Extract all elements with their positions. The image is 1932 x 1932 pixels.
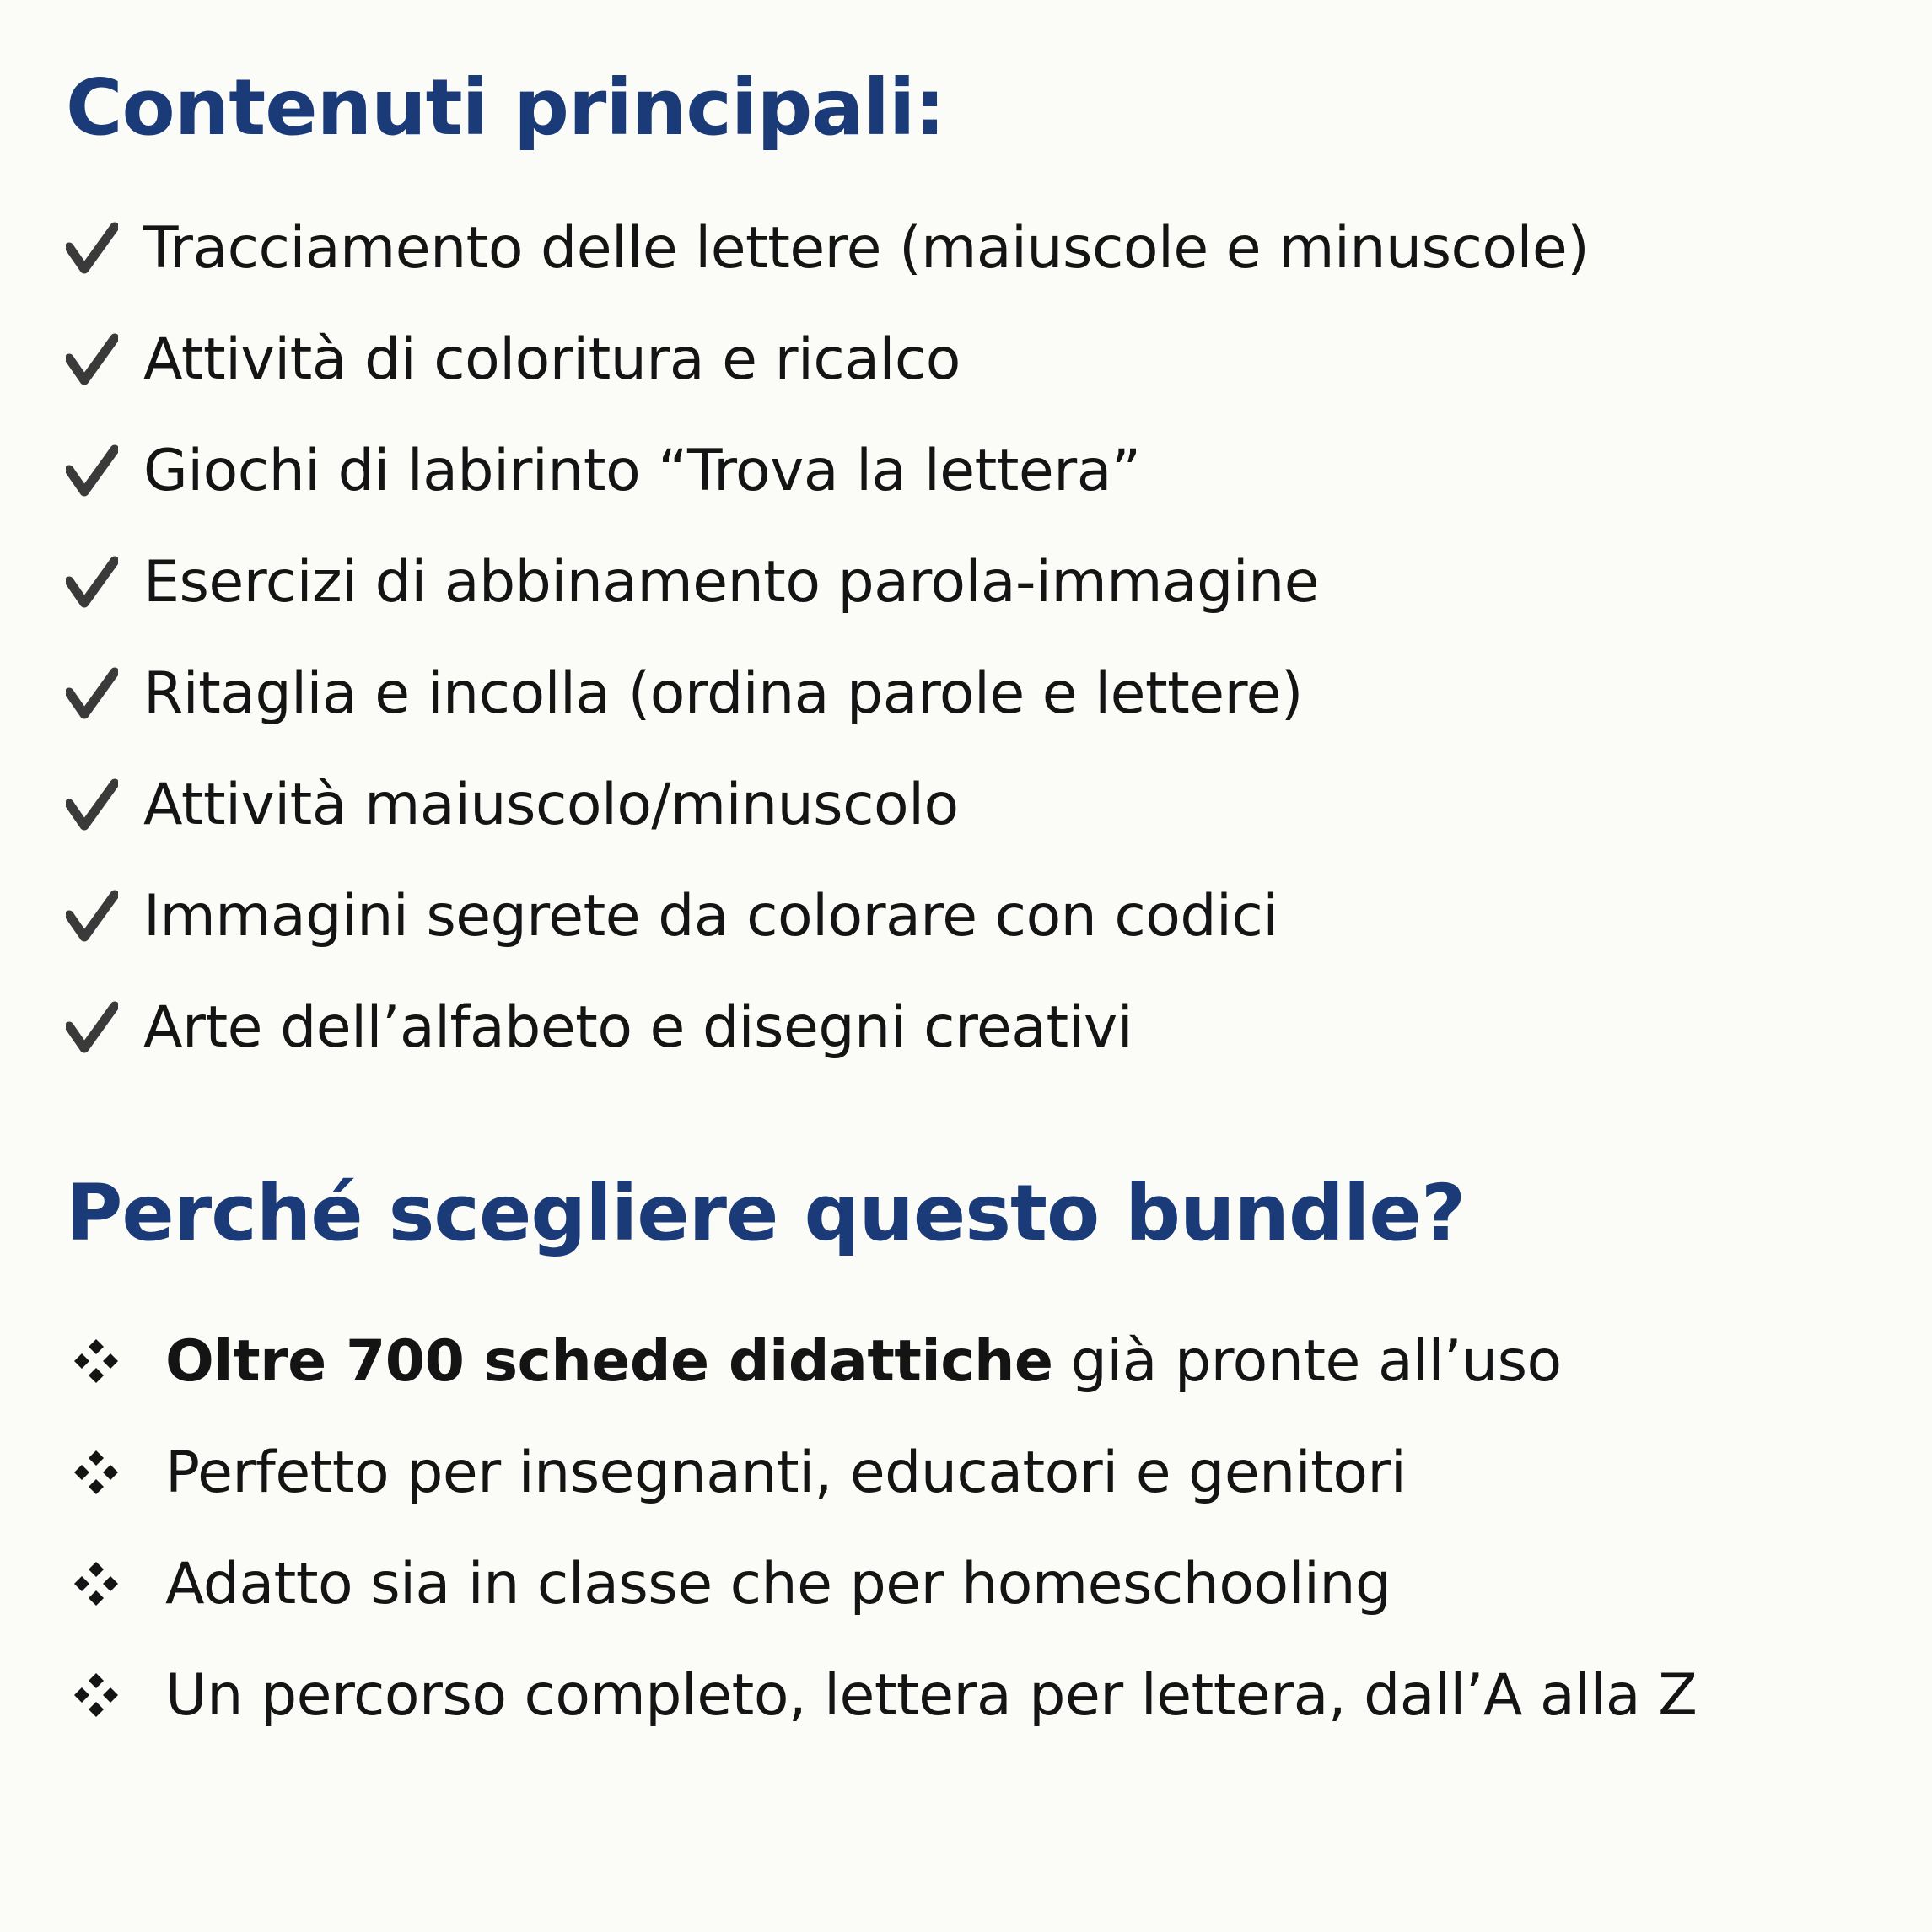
contenuti-list (66, 192, 1589, 1083)
four-diamond-icon (71, 1558, 121, 1609)
list-item-bold-text: Oltre 700 schede didattiche (165, 1327, 1053, 1395)
list-item-text: Arte dell’alfabeto e disegni creativi (143, 993, 1133, 1061)
list-item-rest-text: già pronte all’uso (1052, 1327, 1562, 1395)
check-mark-icon (66, 667, 118, 719)
check-mark-icon (66, 444, 118, 497)
list-item-text: Perfetto per insegnanti, educatori e genitori (165, 1439, 1407, 1506)
list-item (66, 526, 1589, 638)
list-item-text: Immagini segrete da colorare con codici (143, 882, 1278, 950)
contenuti-heading: Contenuti principali: (66, 62, 945, 153)
list-item (66, 1528, 1697, 1639)
list-item-text: Ritaglia e incolla (ordina parole e lettere) (143, 659, 1303, 727)
list-item (66, 1305, 1697, 1417)
list-item-text (165, 1328, 1562, 1395)
check-mark-icon (66, 222, 118, 274)
perche-list (66, 1305, 1697, 1751)
list-item-text: Esercizi di abbinamento parola-immagine (143, 548, 1320, 616)
list-item-text: Attività maiuscolo/minuscolo (143, 771, 959, 838)
list-item-text: Giochi di labirinto “Trova la lettera” (143, 437, 1141, 504)
list-item-text: Un percorso completo, lettera per lettera, dall’A alla Z (165, 1661, 1698, 1729)
four-diamond-icon (71, 1336, 121, 1386)
check-mark-icon (66, 890, 118, 942)
perche-heading: Perché scegliere questo bundle? (66, 1168, 1466, 1258)
check-mark-icon (66, 778, 118, 831)
list-item-text: Adatto sia in classe che per homeschooling (165, 1550, 1391, 1617)
list-item (66, 1639, 1697, 1751)
check-mark-icon (66, 556, 118, 608)
four-diamond-icon (71, 1670, 121, 1720)
list-item-text: Tracciamento delle lettere (maiuscole e minuscole) (143, 214, 1590, 282)
list-item (66, 1417, 1697, 1528)
list-item (66, 415, 1589, 526)
check-mark-icon (66, 1001, 118, 1053)
list-item (66, 304, 1589, 415)
list-item (66, 860, 1589, 971)
list-item (66, 749, 1589, 860)
four-diamond-icon (71, 1447, 121, 1498)
list-item (66, 192, 1589, 304)
list-item (66, 638, 1589, 749)
check-mark-icon (66, 333, 118, 385)
list-item (66, 971, 1589, 1083)
list-item-text: Attività di coloritura e ricalco (143, 326, 961, 393)
